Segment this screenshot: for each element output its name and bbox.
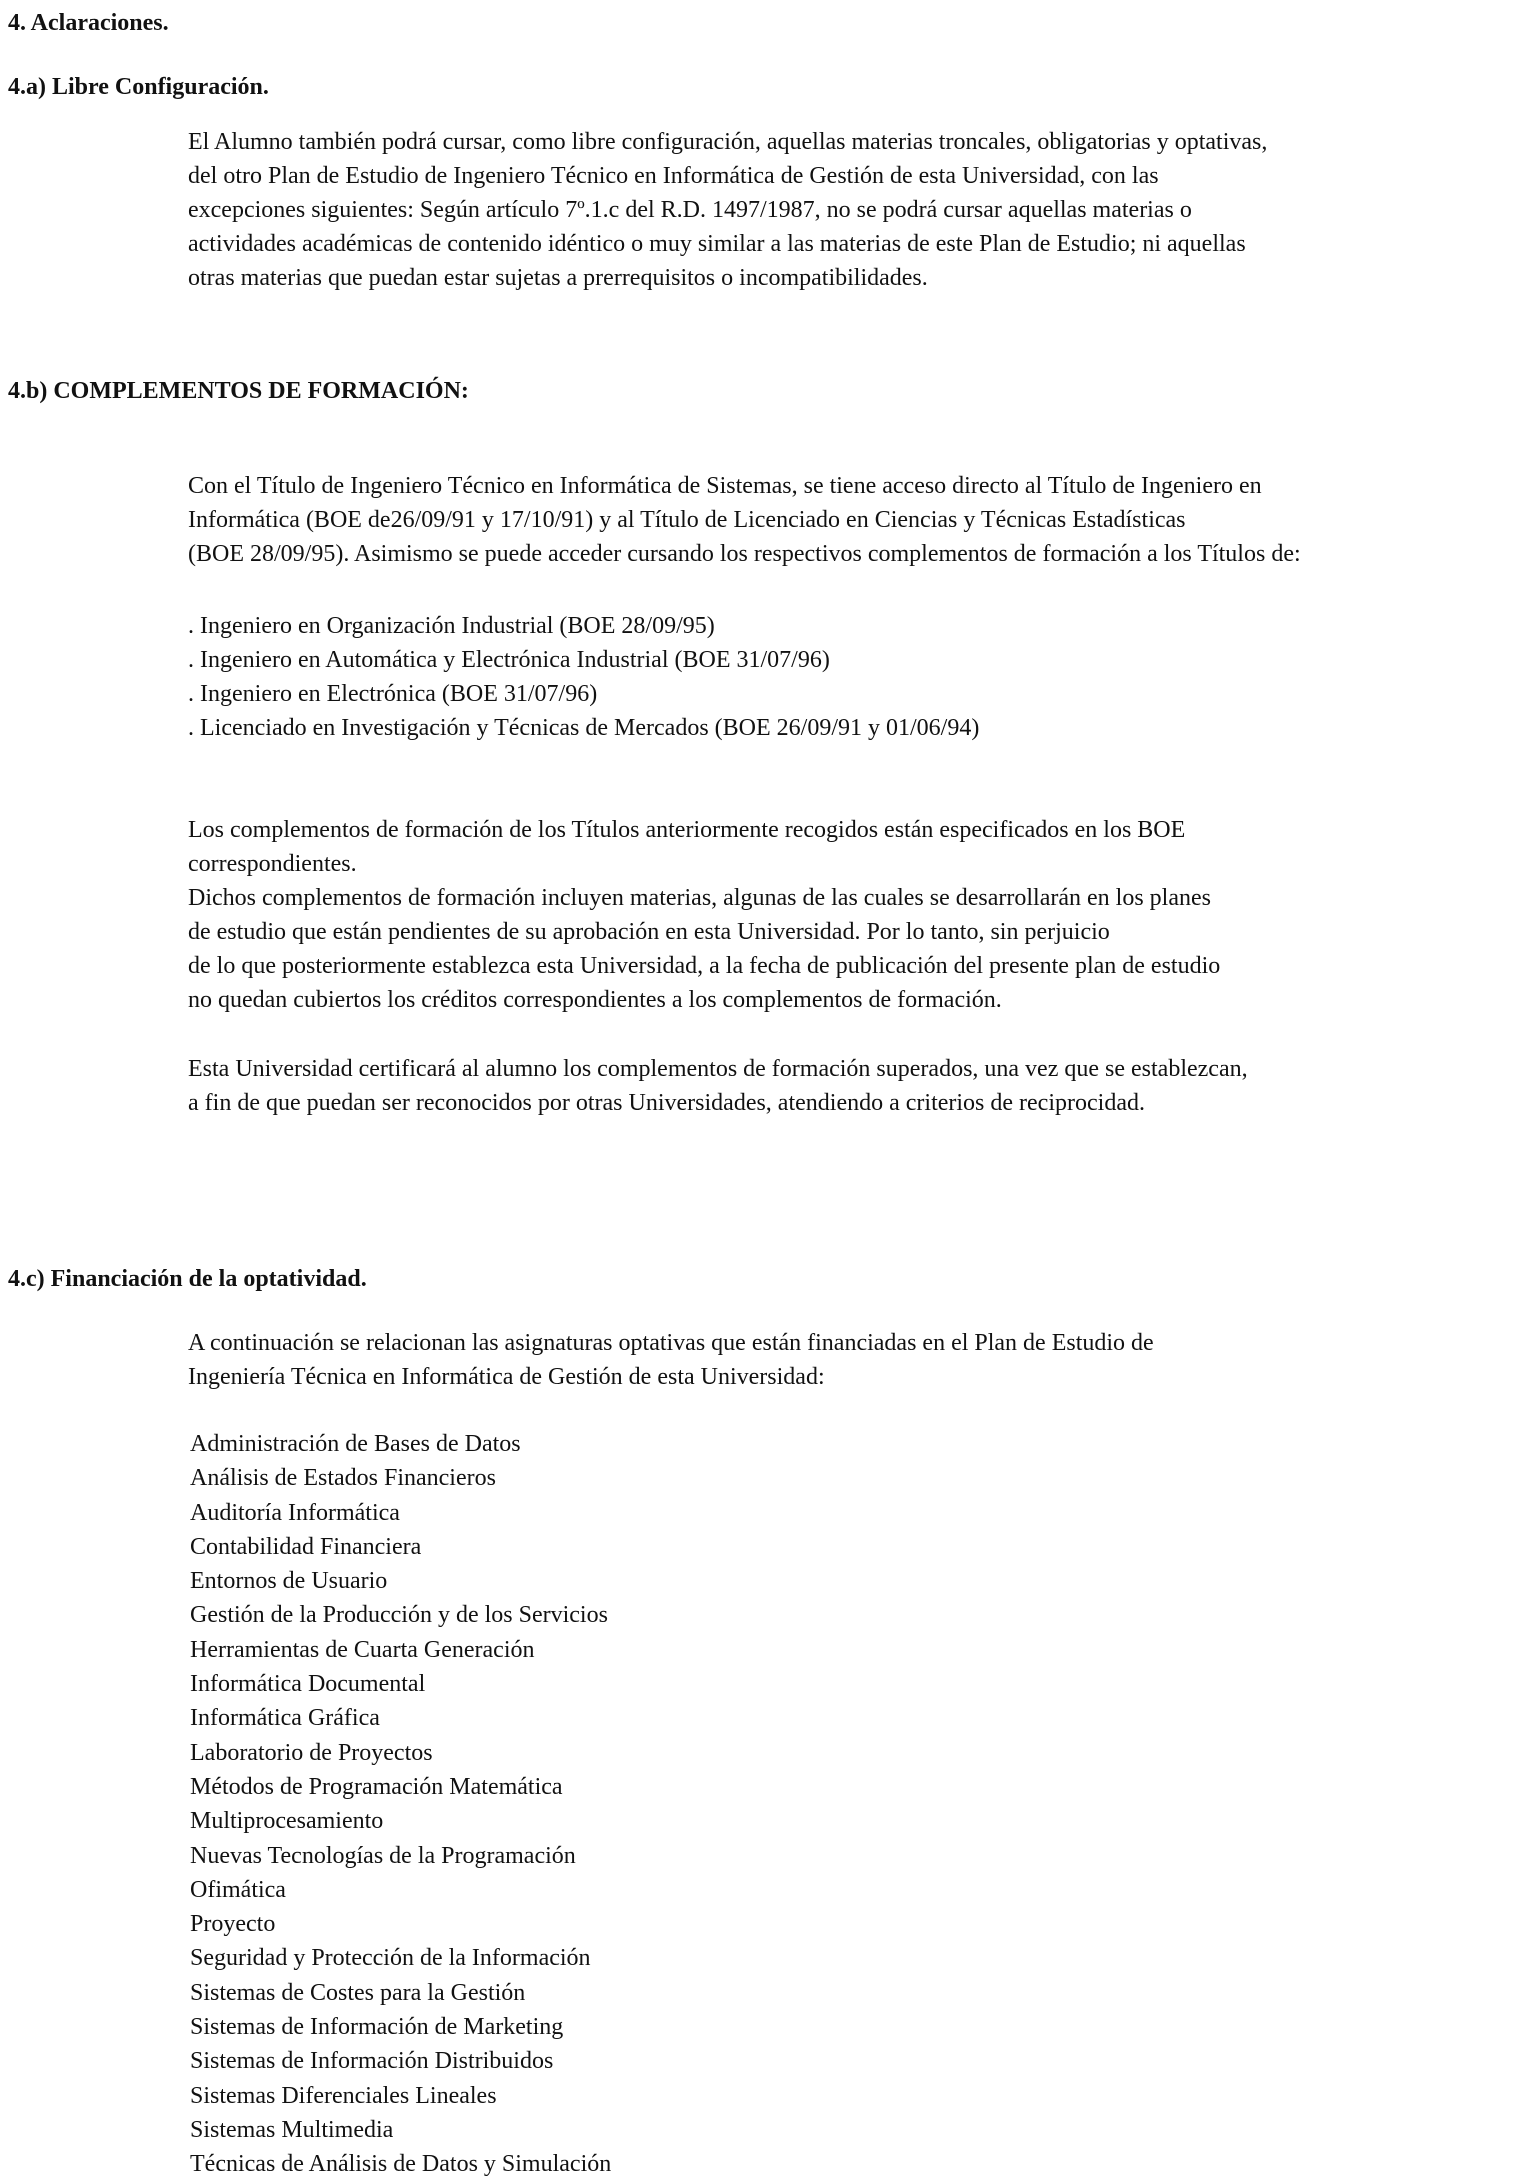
list-item: Multiprocesamiento [190,1808,384,1835]
paragraph-line: no quedan cubiertos los créditos correspondientes a los complementos de formación. [188,987,1002,1013]
paragraph-line: a fin de que puedan ser reconocidos por otras Universidades, atendiendo a criterios de reciprocidad. [188,1090,1145,1116]
paragraph-line: Los complementos de formación de los Títulos anteriormente recogidos están especificados en los BOE [188,817,1186,843]
list-item: Sistemas de Información Distribuidos [190,2048,554,2075]
certificacion-paragraph [188,1052,1248,1120]
optional-subjects-list [190,1427,611,2182]
list-item: Contabilidad Financiera [190,1533,422,1560]
list-item: Técnicas de Análisis de Datos y Simulación [190,2151,612,2178]
list-item: Proyecto [190,1911,276,1938]
section-heading-complementos-formacion: 4.b) COMPLEMENTOS DE FORMACIÓN: [8,378,469,404]
list-item: Auditoría Informática [190,1499,400,1526]
list-item: Gestión de la Producción y de los Servicios [190,1602,608,1629]
list-item: Análisis de Estados Financieros [190,1465,496,1492]
list-item: . Ingeniero en Electrónica (BOE 31/07/96) [188,681,598,707]
list-item: Seguridad y Protección de la Información [190,1945,591,1972]
list-item: . Ingeniero en Automática y Electrónica Industrial (BOE 31/07/96) [188,647,830,673]
section-heading-financiacion-optatividad: 4.c) Financiación de la optatividad. [8,1266,367,1292]
paragraph-line: otras materias que puedan estar sujetas a prerrequisitos o incompatibilidades. [188,265,928,291]
paragraph-line: de estudio que están pendientes de su aprobación en esta Universidad. Por lo tanto, sin perjuicio [188,919,1110,945]
list-item: Informática Documental [190,1671,426,1698]
titles-list [188,609,979,745]
paragraph-line: El Alumno también podrá cursar, como libre configuración, aquellas materias troncales, obligatorias y optativas, [188,129,1268,155]
paragraph-line: A continuación se relacionan las asignaturas optativas que están financiadas en el Plan de Estudio de [188,1330,1154,1356]
paragraph-line: de lo que posteriormente establezca esta Universidad, a la fecha de publicación del presente plan de estudio [188,953,1221,979]
list-item: Entornos de Usuario [190,1568,388,1595]
paragraph-line: Con el Título de Ingeniero Técnico en Informática de Sistemas, se tiene acceso directo al Título de Ingeniero en [188,473,1262,499]
paragraph-line: Esta Universidad certificará al alumno los complementos de formación superados, una vez que se establezcan, [188,1056,1248,1082]
list-item: . Ingeniero en Organización Industrial (BOE 28/09/95) [188,613,715,639]
list-item: Ofimática [190,1876,286,1903]
paragraph-line: excepciones siguientes: Según artículo 7º.1.c del R.D. 1497/1987, no se podrá cursar aquellas materias o [188,197,1192,223]
list-item: Sistemas de Información de Marketing [190,2014,564,2041]
list-item: Métodos de Programación Matemática [190,1773,563,1800]
section-heading-aclaraciones: 4. Aclaraciones. [8,10,169,36]
paragraph-line: Ingeniería Técnica en Informática de Gestión de esta Universidad: [188,1364,825,1390]
paragraph-line: del otro Plan de Estudio de Ingeniero Técnico en Informática de Gestión de esta Universidad, con las [188,163,1159,189]
paragraph-line: actividades académicas de contenido idéntico o muy similar a las materias de este Plan de Estudio; ni aquellas [188,231,1246,257]
paragraph-line: correspondientes. [188,851,357,877]
complementos-intro-paragraph [188,469,1301,571]
section-heading-libre-configuracion: 4.a) Libre Configuración. [8,74,269,100]
libre-configuracion-paragraph [188,125,1267,295]
list-item: Sistemas de Costes para la Gestión [190,1979,526,2006]
list-item: Administración de Bases de Datos [190,1431,521,1457]
paragraph-line: Dichos complementos de formación incluyen materias, algunas de las cuales se desarrollarán en los planes [188,885,1211,911]
list-item: Laboratorio de Proyectos [190,1739,433,1766]
paragraph-line: Informática (BOE de26/09/91 y 17/10/91) y al Título de Licenciado en Ciencias y Técnicas Estadísticas [188,507,1186,533]
complementos-details-paragraph [188,813,1220,1017]
list-item: Sistemas Multimedia [190,2116,394,2143]
paragraph-line: (BOE 28/09/95). Asimismo se puede acceder cursando los respectivos complementos de formación a los Títulos de: [188,541,1301,567]
list-item: Sistemas Diferenciales Lineales [190,2082,497,2109]
financiacion-intro-paragraph [188,1326,1154,1394]
list-item: Informática Gráfica [190,1705,380,1732]
list-item: Nuevas Tecnologías de la Programación [190,1842,576,1869]
list-item: Herramientas de Cuarta Generación [190,1636,535,1663]
list-item: . Licenciado en Investigación y Técnicas de Mercados (BOE 26/09/91 y 01/06/94) [188,715,980,741]
